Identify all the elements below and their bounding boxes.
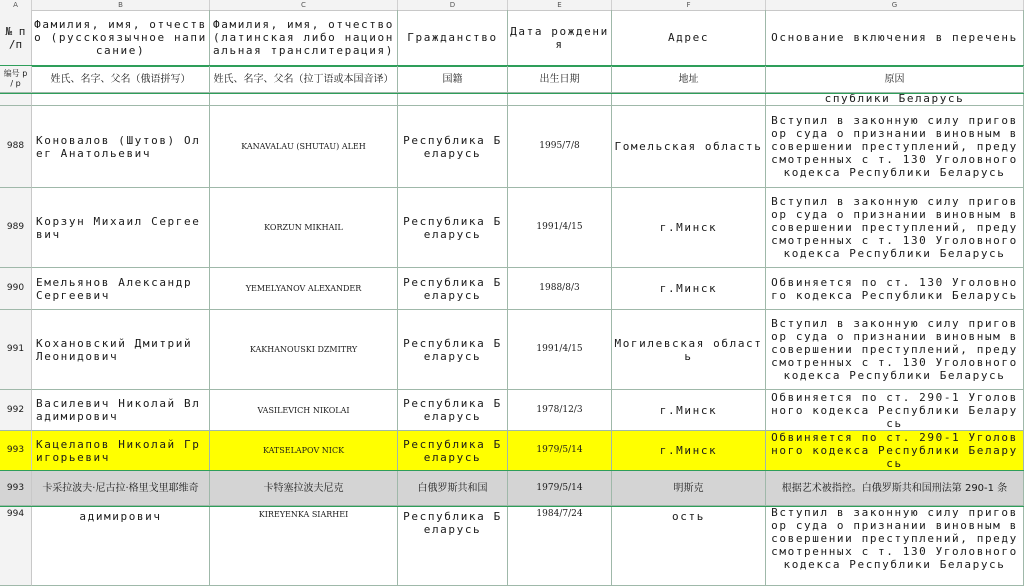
column-header-e[interactable]: E bbox=[508, 0, 612, 10]
cn-header-cell-name-lat[interactable] bbox=[210, 66, 398, 93]
header-cell-address[interactable] bbox=[612, 10, 766, 66]
reason-text: Вступил в законную силу приговор суда о признании виновным в совершении преступлений, предусмотренных с т. 130 Уголовного кодекса Республики Беларусь bbox=[771, 317, 1018, 382]
reason-text: Вступил в законную силу приговор суда о признании виновным в совершении преступлений, предусмотренных с т. 130 Уголовного кодекса Республики Беларусь bbox=[771, 506, 1018, 571]
fragment-row bbox=[0, 93, 1024, 106]
name-lat-cell[interactable] bbox=[210, 106, 398, 188]
citizenship-text: Республика Беларусь bbox=[403, 133, 502, 160]
name-ru-cell[interactable] bbox=[32, 390, 210, 431]
row-number-cell[interactable] bbox=[0, 431, 32, 471]
name-cn-text: 卡采拉波夫·尼古拉·格里戈里耶维奇 bbox=[42, 482, 199, 494]
fragment-cell-reason[interactable] bbox=[766, 93, 1024, 106]
name-ru-cell[interactable] bbox=[32, 310, 210, 390]
cn-header-citizenship-text: 国籍 bbox=[442, 73, 463, 85]
header-num-text: № п /п bbox=[5, 24, 26, 51]
fragment-cell-c[interactable] bbox=[210, 93, 398, 106]
row-number-cell[interactable] bbox=[0, 390, 32, 431]
row-number-cell[interactable] bbox=[0, 268, 32, 310]
dob-cell[interactable] bbox=[508, 310, 612, 390]
reason-cn-text: 根据艺术被指控。白俄罗斯共和国刑法第 290-1 条 bbox=[781, 482, 1008, 494]
name-ru-text: Кацелапов Николай Григорьевич bbox=[36, 437, 201, 464]
reason-text: Обвиняется по ст. 290-1 Уголовного кодекса Республики Беларусь bbox=[771, 390, 1018, 430]
name-lat-cell[interactable] bbox=[210, 310, 398, 390]
table-row bbox=[0, 188, 1024, 268]
citizenship-text: Республика Беларусь bbox=[403, 214, 502, 241]
dob-text: 1988/8/3 bbox=[539, 283, 580, 293]
address-cell[interactable] bbox=[612, 268, 766, 310]
dob-text: 1979/5/14 bbox=[536, 445, 583, 455]
cn-header-row bbox=[0, 66, 1024, 93]
row-number: 989 bbox=[6, 222, 25, 232]
dob-cell[interactable] bbox=[508, 471, 612, 506]
translated-row bbox=[0, 471, 1024, 506]
name-ru-text: адимирович bbox=[79, 510, 162, 523]
cn-header-name-ru-text: 姓氏、名字、父名（俄语拼写） bbox=[50, 73, 191, 85]
citizenship-cn-cell[interactable] bbox=[398, 471, 508, 506]
name-lat-cell[interactable] bbox=[210, 390, 398, 431]
cn-header-reason-text: 原因 bbox=[884, 73, 905, 85]
address-text: ость bbox=[672, 510, 705, 523]
reason-cell[interactable] bbox=[766, 268, 1024, 310]
address-text: Гомельская область bbox=[614, 140, 763, 153]
name-ru-text: Коновалов (Шутов) Олег Анатольевич bbox=[36, 133, 201, 160]
dob-text: 1978/12/3 bbox=[536, 404, 583, 415]
row-number: 988 bbox=[6, 141, 25, 151]
dob-text: 1991/4/15 bbox=[536, 222, 583, 232]
citizenship-cell[interactable] bbox=[398, 310, 508, 390]
name-ru-cell[interactable] bbox=[32, 506, 210, 586]
header-cell-name-ru[interactable] bbox=[32, 10, 210, 66]
address-cell[interactable] bbox=[612, 506, 766, 586]
cn-header-name-lat-text: 姓氏、名字、父名（拉丁语或本国音译） bbox=[213, 73, 394, 85]
header-cell-citizenship[interactable] bbox=[398, 10, 508, 66]
column-header-b[interactable]: B bbox=[32, 0, 210, 10]
name-lat-cn-cell[interactable] bbox=[210, 471, 398, 506]
table-row-highlighted bbox=[0, 431, 1024, 471]
name-lat-cell[interactable] bbox=[210, 431, 398, 471]
reason-text: Вступил в законную силу приговор суда о признании виновным в совершении преступлений, предусмотренных с т. 130 Уголовного кодекса Республики Беларусь bbox=[771, 195, 1018, 260]
row-number: 993 bbox=[6, 482, 25, 493]
address-cell[interactable] bbox=[612, 310, 766, 390]
reason-text: Вступил в законную силу приговор суда о признании виновным в совершении преступлений, предусмотренных с т. 130 Уголовного кодекса Республики Беларусь bbox=[771, 114, 1018, 179]
dob-cell[interactable] bbox=[508, 268, 612, 310]
name-ru-cell[interactable] bbox=[32, 268, 210, 310]
name-ru-text: Емельянов Александр Сергеевич bbox=[36, 275, 193, 302]
table-row bbox=[0, 390, 1024, 431]
address-cell[interactable] bbox=[612, 390, 766, 431]
header-dob-text: Дата рождения bbox=[510, 24, 609, 51]
address-text: г.Минск bbox=[659, 444, 718, 457]
name-lat-cell[interactable] bbox=[210, 188, 398, 268]
reason-cell[interactable] bbox=[766, 310, 1024, 390]
table-row bbox=[0, 106, 1024, 188]
cn-header-cell-citizenship[interactable] bbox=[398, 66, 508, 93]
column-header-g[interactable]: G bbox=[766, 0, 1024, 10]
reason-cell[interactable] bbox=[766, 506, 1024, 586]
name-lat-cell[interactable] bbox=[210, 268, 398, 310]
header-cell-dob[interactable] bbox=[508, 10, 612, 66]
address-text: Могилевская область bbox=[614, 336, 763, 363]
column-header-d[interactable]: D bbox=[398, 0, 508, 10]
table-row bbox=[0, 310, 1024, 390]
row-number-cell[interactable] bbox=[0, 471, 32, 506]
fragment-reason-text: спублики Беларусь bbox=[824, 92, 965, 105]
dob-cell[interactable] bbox=[508, 431, 612, 471]
dob-text: 1979/5/14 bbox=[536, 482, 583, 493]
table-row-partial bbox=[0, 506, 1024, 586]
address-cell[interactable] bbox=[612, 188, 766, 268]
dob-cell[interactable] bbox=[508, 390, 612, 431]
reason-cell[interactable] bbox=[766, 188, 1024, 268]
citizenship-cell[interactable] bbox=[398, 431, 508, 471]
header-address-text: Адрес bbox=[667, 31, 710, 44]
name-ru-text: Василевич Николай Владимирович bbox=[36, 397, 201, 423]
name-ru-text: Корзун Михаил Сергеевич bbox=[36, 214, 201, 241]
name-ru-cell[interactable] bbox=[32, 106, 210, 188]
name-ru-cell[interactable] bbox=[32, 431, 210, 471]
citizenship-text: Республика Беларусь bbox=[403, 275, 502, 302]
address-text: г.Минск bbox=[659, 282, 718, 295]
cn-header-num-text: 编号 p / p bbox=[3, 69, 28, 88]
name-lat-text: YEMELYANOV ALEXANDER bbox=[245, 284, 362, 293]
row-number: 992 bbox=[6, 404, 25, 415]
name-lat-text: KIREYENKA SIARHEI bbox=[258, 510, 349, 519]
row-number-cell[interactable] bbox=[0, 106, 32, 188]
citizenship-cell[interactable] bbox=[398, 506, 508, 586]
cn-header-dob-text: 出生日期 bbox=[539, 73, 580, 85]
reason-text: Обвиняется по ст. 290-1 Уголовного кодекса Республики Беларусь bbox=[771, 431, 1018, 470]
row-number: 994 bbox=[6, 509, 25, 519]
address-text: г.Минск bbox=[659, 403, 718, 417]
header-row bbox=[0, 10, 1024, 66]
header-name-ru-text: Фамилия, имя, отчество (русскоязычное написание) bbox=[34, 18, 207, 57]
reason-cell[interactable] bbox=[766, 390, 1024, 431]
reason-cell[interactable] bbox=[766, 431, 1024, 471]
citizenship-cell[interactable] bbox=[398, 106, 508, 188]
citizenship-text: Республика Беларусь bbox=[403, 510, 502, 536]
dob-cell[interactable] bbox=[508, 188, 612, 268]
address-cn-text: 明斯克 bbox=[673, 482, 704, 494]
row-number: 993 bbox=[6, 445, 25, 455]
fragment-cell-b[interactable] bbox=[32, 93, 210, 106]
dob-text: 1984/7/24 bbox=[536, 509, 583, 519]
header-cell-reason[interactable] bbox=[766, 10, 1024, 66]
address-cn-cell[interactable] bbox=[612, 471, 766, 506]
row-number-cell[interactable] bbox=[0, 506, 32, 586]
name-lat-text: KANAVALAU (SHUTAU) ALEH bbox=[241, 142, 366, 151]
cn-header-address-text: 地址 bbox=[678, 73, 699, 85]
cn-header-cell-name-ru[interactable] bbox=[32, 66, 210, 93]
address-cell[interactable] bbox=[612, 431, 766, 471]
header-reason-text: Основание включения в перечень bbox=[771, 31, 1018, 44]
column-header-a[interactable]: A bbox=[0, 0, 32, 10]
address-cell[interactable] bbox=[612, 106, 766, 188]
citizenship-cell[interactable] bbox=[398, 390, 508, 431]
header-citizenship-text: Гражданство bbox=[407, 31, 498, 44]
cn-header-cell-address[interactable] bbox=[612, 66, 766, 93]
reason-text: Обвиняется по ст. 130 Уголовного кодекса Республики Беларусь bbox=[771, 275, 1018, 302]
reason-cell[interactable] bbox=[766, 106, 1024, 188]
dob-cell[interactable] bbox=[508, 506, 612, 586]
name-lat-cn-text: 卡特塞拉波夫尼克 bbox=[263, 482, 344, 494]
citizenship-text: Республика Беларусь bbox=[403, 397, 502, 423]
name-lat-text: KATSELAPOV NICK bbox=[262, 446, 345, 455]
citizenship-cn-text: 白俄罗斯共和国 bbox=[417, 482, 488, 494]
header-name-lat-text: Фамилия, имя, отчество (латинская либо национальная транслитерация) bbox=[213, 18, 394, 57]
row-number: 990 bbox=[6, 283, 25, 293]
name-ru-text: Кохановский Дмитрий Леонидович bbox=[36, 336, 193, 363]
cn-header-cell-num[interactable] bbox=[0, 66, 32, 93]
table-row bbox=[0, 268, 1024, 310]
name-cn-cell[interactable] bbox=[32, 471, 210, 506]
name-ru-cell[interactable] bbox=[32, 188, 210, 268]
header-cell-name-lat[interactable] bbox=[210, 10, 398, 66]
name-lat-text: KAKHANOUSKI DZMITRY bbox=[249, 345, 358, 354]
dob-cell[interactable] bbox=[508, 106, 612, 188]
row-number: 991 bbox=[6, 344, 25, 354]
name-lat-text: KORZUN MIKHAIL bbox=[264, 223, 343, 232]
cn-header-cell-dob[interactable] bbox=[508, 66, 612, 93]
dob-text: 1991/4/15 bbox=[536, 344, 583, 354]
header-cell-num[interactable] bbox=[0, 10, 32, 66]
reason-cn-cell[interactable] bbox=[766, 471, 1024, 506]
address-text: г.Минск bbox=[659, 221, 718, 234]
citizenship-cell[interactable] bbox=[398, 188, 508, 268]
name-lat-text: VASILEVICH NIKOLAI bbox=[257, 405, 350, 415]
row-number-cell[interactable] bbox=[0, 310, 32, 390]
row-number-cell[interactable] bbox=[0, 188, 32, 268]
fragment-cell-f[interactable] bbox=[612, 93, 766, 106]
fragment-cell-e[interactable] bbox=[508, 93, 612, 106]
column-header-f[interactable]: F bbox=[612, 0, 766, 10]
citizenship-text: Республика Беларусь bbox=[403, 336, 502, 363]
fragment-cell-num[interactable] bbox=[0, 93, 32, 106]
citizenship-text: Республика Беларусь bbox=[403, 437, 502, 464]
citizenship-cell[interactable] bbox=[398, 268, 508, 310]
dob-text: 1995/7/8 bbox=[539, 141, 580, 151]
cn-header-cell-reason[interactable] bbox=[766, 66, 1024, 93]
column-header-c[interactable]: C bbox=[210, 0, 398, 10]
name-lat-cell[interactable] bbox=[210, 506, 398, 586]
fragment-cell-d[interactable] bbox=[398, 93, 508, 106]
